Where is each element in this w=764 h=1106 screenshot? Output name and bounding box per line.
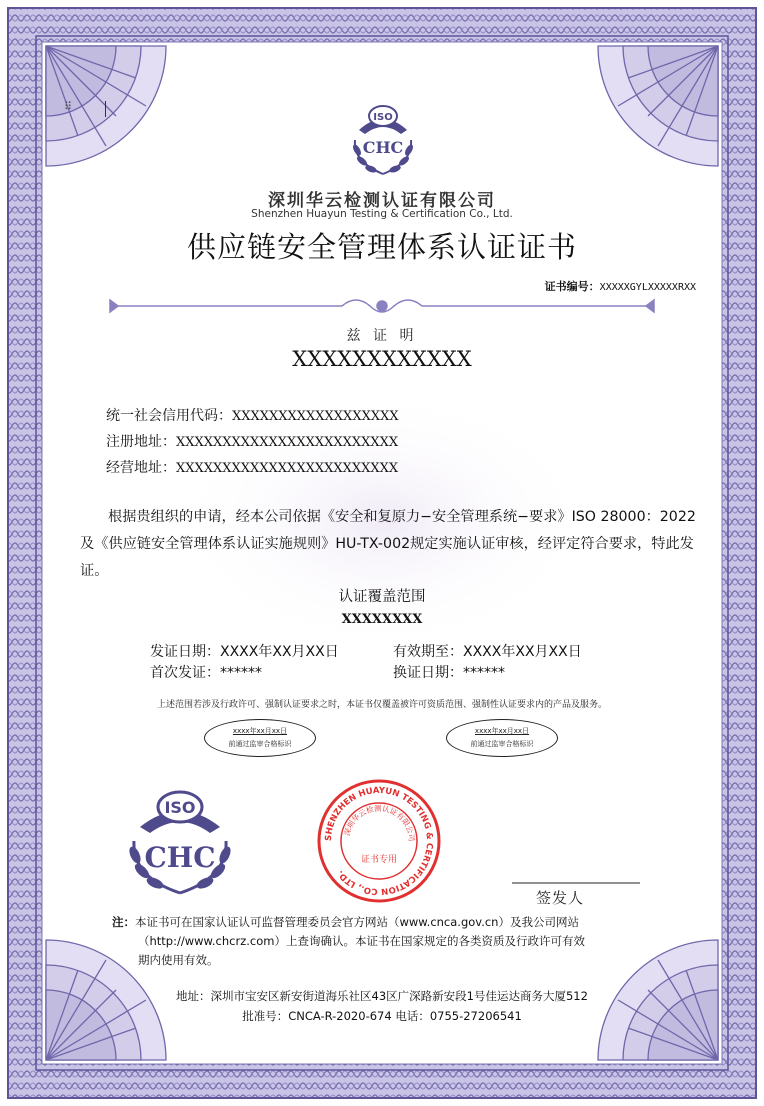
- certificate-number-value: XXXXXGYLXXXXXRXX: [599, 282, 696, 293]
- issue-date-value: XXXX年XX月XX日: [220, 644, 339, 660]
- chc-iso-logo-large: [118, 785, 242, 903]
- credit-code-row: [106, 405, 399, 425]
- first-issue-label: 首次发证：: [150, 665, 220, 681]
- valid-until-value: XXXX年XX月XX日: [463, 644, 582, 660]
- business-address-label: 经营地址：: [106, 460, 176, 476]
- footnote-line-2: （http://www.chcrz.com）上查询确认。本证书在国家规定的各类资质及行政许可有效: [138, 934, 585, 948]
- logo-chc-text: CHC: [362, 138, 404, 157]
- seal-ring-text: SHENZHEN HUAYUN TESTING & CERTIFICATION CO., LTD.: [323, 785, 435, 897]
- company-seal-stamp: [316, 778, 442, 904]
- footnote-label: 注：: [112, 915, 135, 929]
- footnote-line-1: [112, 913, 672, 932]
- footnote-line-3: 期内使用有效。: [138, 953, 219, 967]
- issuer-label: 签发人: [536, 889, 585, 907]
- organization-name: XXXXXXXXXXXX: [292, 347, 472, 371]
- seal-bottom-text: 证书专用: [360, 855, 398, 865]
- surveillance-label-right: 前通过监审合格标识: [470, 740, 534, 748]
- registered-address-row: [106, 431, 398, 451]
- scope-value: XXXXXXXX: [341, 612, 423, 627]
- registered-address-label: 注册地址：: [106, 434, 176, 450]
- logo-iso-text: ISO: [373, 112, 393, 123]
- business-address-value: XXXXXXXXXXXXXXXXXXXXXXXX: [176, 461, 399, 476]
- credit-code-value: XXXXXXXXXXXXXXXXXX: [232, 409, 399, 424]
- renewal-date-row: [393, 662, 505, 682]
- chc-iso-logo: [345, 100, 421, 182]
- approval-and-phone: 批准号：CNCA-R-2020-674 电话：0755-27206541: [242, 1009, 522, 1023]
- footnote-text-1: 本证书可在国家认证认可监督管理委员会官方网站（www.cnca.gov.cn）及我公司网站: [135, 915, 579, 929]
- company-name-cn: 深圳华云检测认证有限公司: [268, 191, 496, 211]
- certificate-title: 供应链安全管理体系认证证书: [186, 230, 577, 264]
- renewal-date-value: ******: [463, 665, 505, 681]
- company-address: 地址：深圳市宝安区新安街道海乐社区43区广深路新安段1号佳运达商务大厦512: [176, 989, 588, 1003]
- issue-date-label: 发证日期：: [150, 644, 220, 660]
- footnote: [112, 913, 672, 970]
- company-name-en: Shenzhen Huayun Testing & Certification Co., Ltd.: [251, 208, 513, 220]
- renewal-date-label: 换证日期：: [393, 665, 463, 681]
- surveillance-date-right: xxxx年xx月xx日: [474, 727, 530, 735]
- certification-statement: 根据贵组织的申请，经本公司依据《安全和复原力−安全管理系统−要求》ISO 28000：2022及《供应链安全管理体系认证实施规则》HU-TX-002规定实施认证审核，经评定符合要求，特此发证。: [80, 509, 696, 579]
- logo-large-iso-text: ISO: [164, 798, 196, 817]
- surveillance-date-left: xxxx年xx月xx日: [232, 727, 288, 735]
- registered-address-value: XXXXXXXXXXXXXXXXXXXXXXXX: [176, 435, 399, 450]
- first-issue-value: ******: [220, 665, 262, 681]
- valid-until-label: 有效期至：: [393, 644, 463, 660]
- certificate-number: [545, 278, 696, 294]
- scope-title: 认证覆盖范围: [338, 589, 426, 605]
- first-issue-row: [150, 662, 262, 682]
- svg-text:深圳华云检测认证有限公司: [342, 803, 416, 842]
- certificate-number-label: 证书编号：: [544, 280, 600, 293]
- scope-note: 上述范围若涉及行政许可、强制认证要求之时，本证书仅覆盖被许可资质范围、强制性认证要求内的产品及服务。: [156, 700, 607, 710]
- text-cursor: [105, 101, 106, 117]
- seal-inner-text: 深圳华云检测认证有限公司: [342, 803, 417, 842]
- surveillance-oval-right: [446, 719, 558, 757]
- hereby-certify: 兹 证 明: [346, 328, 418, 344]
- credit-code-label: 统一社会信用代码：: [106, 408, 232, 424]
- logo-large-chc-text: CHC: [144, 841, 216, 874]
- business-address-row: [106, 457, 398, 477]
- issue-date-row: [150, 641, 339, 661]
- surveillance-oval-left: [204, 719, 316, 757]
- valid-until-row: [393, 641, 582, 661]
- drag-handle-icon[interactable]: ⠿: [64, 100, 73, 113]
- surveillance-label-left: 前通过监审合格标识: [228, 740, 292, 748]
